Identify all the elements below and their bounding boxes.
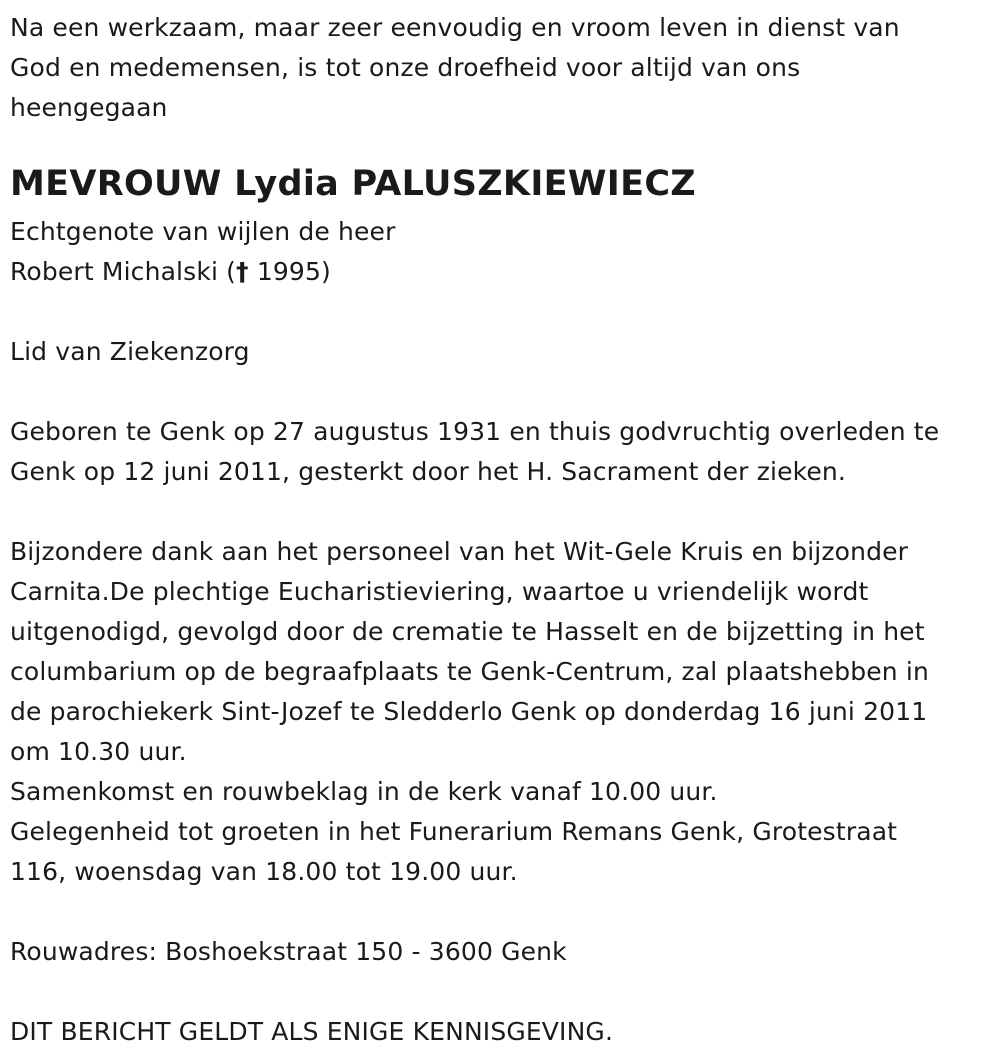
birth-death-paragraph (10, 412, 985, 492)
membership-paragraph (10, 332, 985, 372)
address-paragraph (10, 932, 985, 972)
relation-line: Echtgenote van wijlen de heer (10, 217, 396, 246)
cross-icon: † (236, 257, 249, 286)
ceremony-line: 116, woensdag van 18.00 tot 19.00 uur. (10, 857, 518, 886)
spacer (10, 372, 985, 412)
intro-paragraph (10, 8, 985, 128)
membership-line: Lid van Ziekenzorg (10, 337, 250, 366)
spouse-paragraph (10, 212, 985, 292)
ceremony-line: uitgenodigd, gevolgd door de crematie te Hasselt en de bijzetting in het (10, 617, 925, 646)
spacer (10, 492, 985, 532)
ceremony-line: Carnita.De plechtige Eucharistieviering, waartoe u vriendelijk wordt (10, 577, 869, 606)
ceremony-line: columbarium op de begraafplaats te Genk-Centrum, zal plaatshebben in (10, 657, 929, 686)
spouse-name: Robert Michalski ( (10, 257, 237, 286)
notice-line: DIT BERICHT GELDT ALS ENIGE KENNISGEVING. (10, 1017, 614, 1046)
spacer (10, 892, 985, 932)
spacer (10, 292, 985, 332)
spouse-line (10, 252, 985, 292)
obituary-notice (10, 8, 985, 1052)
ceremony-line: Gelegenheid tot groeten in het Funerarium Remans Genk, Grotestraat (10, 817, 898, 846)
spacer (10, 972, 985, 1012)
ceremony-line: de parochiekerk Sint-Jozef te Sledderlo Genk op donderdag 16 juni 2011 (10, 697, 928, 726)
ceremony-line: Samenkomst en rouwbeklag in de kerk vanaf 10.00 uur. (10, 777, 718, 806)
ceremony-line: Bijzondere dank aan het personeel van het Wit-Gele Kruis en bijzonder (10, 537, 909, 566)
ceremony-line: om 10.30 uur. (10, 737, 187, 766)
intro-line: Na een werkzaam, maar zeer eenvoudig en vroom leven in dienst van (10, 13, 900, 42)
intro-line: heengegaan (10, 93, 168, 122)
notice-paragraph (10, 1012, 985, 1052)
mourning-address: Rouwadres: Boshoekstraat 150 - 3600 Genk (10, 937, 567, 966)
intro-line: God en medemensen, is tot onze droefheid voor altijd van ons (10, 53, 801, 82)
birth-death-line: Geboren te Genk op 27 augustus 1931 en thuis godvruchtig overleden te (10, 417, 940, 446)
ceremony-paragraph (10, 532, 985, 892)
birth-death-line: Genk op 12 juni 2011, gesterkt door het H. Sacrament der zieken. (10, 457, 846, 486)
deceased-name: MEVROUW Lydia PALUSZKIEWIECZ (10, 164, 696, 204)
spouse-death-year: 1995) (256, 257, 331, 286)
